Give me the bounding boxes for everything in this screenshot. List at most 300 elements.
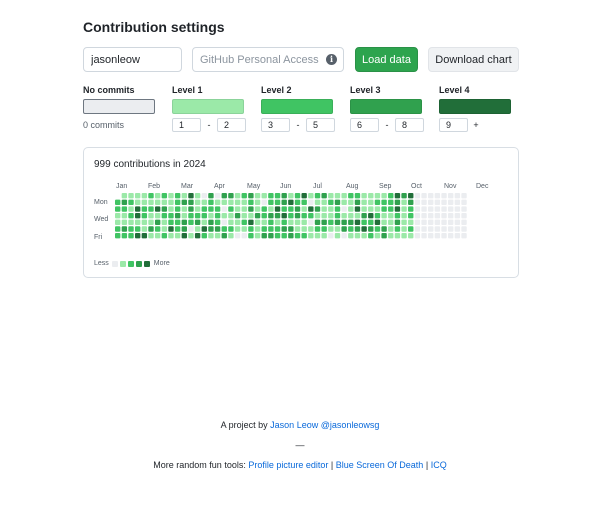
month-label: May bbox=[247, 183, 261, 190]
day-cell bbox=[148, 206, 153, 211]
month-label: Oct bbox=[411, 183, 422, 190]
day-cell bbox=[435, 220, 440, 225]
day-cell bbox=[328, 200, 333, 205]
month-label: Aug bbox=[346, 183, 359, 190]
level-4-min-input[interactable]: 9 bbox=[439, 118, 468, 132]
day-cell bbox=[115, 206, 120, 211]
day-cell bbox=[328, 226, 333, 231]
day-cell bbox=[415, 206, 420, 211]
day-cell bbox=[262, 213, 267, 218]
day-cell bbox=[368, 220, 373, 225]
day-cell bbox=[428, 233, 433, 238]
day-cell bbox=[228, 233, 233, 238]
day-cell bbox=[282, 193, 287, 198]
color-swatch-no-commits[interactable] bbox=[83, 99, 155, 114]
day-cell bbox=[148, 200, 153, 205]
day-cell bbox=[282, 220, 287, 225]
day-cell bbox=[182, 233, 187, 238]
day-cell bbox=[195, 220, 200, 225]
day-cell bbox=[361, 226, 366, 231]
day-cell bbox=[148, 220, 153, 225]
day-cell bbox=[335, 193, 340, 198]
day-cell bbox=[142, 233, 147, 238]
day-cell bbox=[441, 233, 446, 238]
level-2-min-input[interactable]: 3 bbox=[261, 118, 290, 132]
day-cell bbox=[168, 213, 173, 218]
legend-swatch-1 bbox=[120, 261, 126, 267]
day-cell bbox=[282, 206, 287, 211]
day-cell bbox=[262, 220, 267, 225]
day-cell bbox=[142, 213, 147, 218]
day-cell bbox=[268, 233, 273, 238]
legend-swatch-4 bbox=[144, 261, 150, 267]
day-cell bbox=[295, 213, 300, 218]
day-cell bbox=[321, 226, 326, 231]
day-label-fri: Fri bbox=[94, 234, 103, 241]
day-cell bbox=[388, 220, 393, 225]
day-cell bbox=[135, 226, 140, 231]
day-cell bbox=[282, 213, 287, 218]
day-cell bbox=[381, 220, 386, 225]
day-cell bbox=[388, 233, 393, 238]
day-cell bbox=[202, 226, 207, 231]
day-cell bbox=[248, 206, 253, 211]
day-cell bbox=[315, 206, 320, 211]
day-cell bbox=[122, 193, 127, 198]
day-cell bbox=[148, 193, 153, 198]
day-cell bbox=[301, 213, 306, 218]
day-cell bbox=[288, 220, 293, 225]
day-cell bbox=[395, 206, 400, 211]
day-cell bbox=[315, 200, 320, 205]
day-cell bbox=[388, 200, 393, 205]
day-cell bbox=[282, 200, 287, 205]
day-cell bbox=[235, 206, 240, 211]
day-cell bbox=[315, 233, 320, 238]
day-cell bbox=[295, 193, 300, 198]
day-cell bbox=[435, 206, 440, 211]
day-cell bbox=[368, 233, 373, 238]
day-cell bbox=[115, 233, 120, 238]
day-cell bbox=[135, 213, 140, 218]
day-cell bbox=[348, 206, 353, 211]
day-cell bbox=[162, 233, 167, 238]
month-label: Jan bbox=[116, 183, 128, 190]
day-cell bbox=[421, 200, 426, 205]
month-label: Jun bbox=[280, 183, 292, 190]
day-cell bbox=[361, 206, 366, 211]
day-cell bbox=[135, 220, 140, 225]
day-cell bbox=[341, 206, 346, 211]
contribution-graph-card bbox=[83, 147, 519, 278]
day-cell bbox=[421, 213, 426, 218]
day-cell bbox=[395, 220, 400, 225]
day-cell bbox=[235, 226, 240, 231]
day-cell bbox=[341, 200, 346, 205]
day-cell bbox=[301, 193, 306, 198]
day-cell bbox=[321, 220, 326, 225]
blue-screen-of-death-link[interactable]: Blue Screen Of Death bbox=[335, 460, 424, 470]
day-cell bbox=[248, 233, 253, 238]
day-cell bbox=[375, 193, 380, 198]
day-cell bbox=[448, 233, 453, 238]
day-cell bbox=[348, 200, 353, 205]
day-cell bbox=[255, 213, 260, 218]
day-cell bbox=[288, 200, 293, 205]
month-label: Jul bbox=[313, 183, 322, 190]
color-swatch-level-3[interactable] bbox=[350, 99, 422, 114]
day-cell bbox=[408, 206, 413, 211]
day-cell bbox=[175, 226, 180, 231]
day-cell bbox=[262, 200, 267, 205]
day-cell bbox=[335, 206, 340, 211]
day-cell bbox=[235, 233, 240, 238]
day-cell bbox=[275, 226, 280, 231]
day-cell bbox=[235, 193, 240, 198]
day-cell bbox=[122, 200, 127, 205]
day-cell bbox=[222, 193, 227, 198]
day-cell bbox=[275, 213, 280, 218]
day-cell bbox=[388, 193, 393, 198]
day-cell bbox=[168, 233, 173, 238]
day-cell bbox=[195, 206, 200, 211]
day-cell bbox=[435, 233, 440, 238]
day-cell bbox=[441, 226, 446, 231]
day-cell bbox=[401, 200, 406, 205]
day-cell bbox=[208, 200, 213, 205]
day-cell bbox=[262, 233, 267, 238]
day-cell bbox=[355, 200, 360, 205]
day-cell bbox=[188, 233, 193, 238]
author-link[interactable]: Jason Leow @jasonleowsg bbox=[270, 420, 380, 430]
day-cell bbox=[395, 213, 400, 218]
level-1-max-input[interactable]: 2 bbox=[217, 118, 246, 132]
level-4 bbox=[439, 84, 511, 132]
day-cell bbox=[415, 226, 420, 231]
day-cell bbox=[155, 206, 160, 211]
day-cell bbox=[408, 226, 413, 231]
day-cell bbox=[355, 206, 360, 211]
day-cell bbox=[401, 193, 406, 198]
day-cell bbox=[421, 226, 426, 231]
day-cell bbox=[461, 233, 466, 238]
day-cell bbox=[128, 206, 133, 211]
tools-prefix: More random fun tools: bbox=[153, 460, 246, 470]
day-cell bbox=[395, 226, 400, 231]
day-cell bbox=[155, 193, 160, 198]
day-cell bbox=[288, 193, 293, 198]
day-cell bbox=[208, 220, 213, 225]
day-cell bbox=[242, 226, 247, 231]
day-cell bbox=[308, 193, 313, 198]
day-cell bbox=[375, 213, 380, 218]
day-cell bbox=[115, 220, 120, 225]
day-cell bbox=[155, 213, 160, 218]
day-cell bbox=[341, 220, 346, 225]
day-cell bbox=[235, 213, 240, 218]
day-cell bbox=[215, 226, 220, 231]
credit-prefix: A project by bbox=[220, 420, 268, 430]
day-cell bbox=[215, 206, 220, 211]
day-cell bbox=[228, 226, 233, 231]
day-cell bbox=[308, 220, 313, 225]
day-cell bbox=[441, 213, 446, 218]
day-cell bbox=[122, 233, 127, 238]
month-label: Mar bbox=[181, 183, 194, 190]
legend-more: More bbox=[153, 260, 170, 267]
day-cell bbox=[448, 206, 453, 211]
day-cell bbox=[401, 220, 406, 225]
day-cell bbox=[335, 220, 340, 225]
month-label: Apr bbox=[214, 183, 225, 190]
day-cell bbox=[348, 233, 353, 238]
day-cell bbox=[202, 213, 207, 218]
day-cell bbox=[321, 200, 326, 205]
day-cell bbox=[275, 233, 280, 238]
day-cell bbox=[308, 213, 313, 218]
day-cell bbox=[215, 213, 220, 218]
day-cell bbox=[222, 226, 227, 231]
day-cell bbox=[368, 193, 373, 198]
day-cell bbox=[408, 233, 413, 238]
day-cell bbox=[162, 220, 167, 225]
info-icon[interactable]: i bbox=[326, 54, 337, 65]
day-cell bbox=[215, 200, 220, 205]
day-cell bbox=[135, 193, 140, 198]
day-cell bbox=[428, 193, 433, 198]
day-cell bbox=[335, 233, 340, 238]
day-cell bbox=[301, 220, 306, 225]
day-cell bbox=[222, 213, 227, 218]
day-cell bbox=[308, 226, 313, 231]
day-cell bbox=[148, 226, 153, 231]
color-swatch-level-4[interactable] bbox=[439, 99, 511, 114]
day-cell bbox=[361, 193, 366, 198]
day-cell bbox=[401, 233, 406, 238]
day-label-mon: Mon bbox=[94, 199, 108, 206]
day-cell bbox=[195, 200, 200, 205]
day-cell bbox=[222, 220, 227, 225]
day-cell bbox=[381, 226, 386, 231]
day-cell bbox=[428, 206, 433, 211]
level-1-min-input[interactable]: 1 bbox=[172, 118, 201, 132]
icq-link[interactable]: ICQ bbox=[430, 460, 447, 470]
day-cell bbox=[162, 193, 167, 198]
day-cell bbox=[315, 193, 320, 198]
day-cell bbox=[182, 206, 187, 211]
day-cell bbox=[308, 206, 313, 211]
day-cell bbox=[175, 213, 180, 218]
day-cell bbox=[268, 206, 273, 211]
day-cell bbox=[401, 226, 406, 231]
day-cell bbox=[222, 233, 227, 238]
level-3-max-input[interactable]: 8 bbox=[395, 118, 424, 132]
day-cell bbox=[128, 213, 133, 218]
day-cell bbox=[122, 220, 127, 225]
day-cell bbox=[361, 233, 366, 238]
day-cell bbox=[355, 193, 360, 198]
level-1 bbox=[172, 84, 246, 132]
day-cell bbox=[321, 193, 326, 198]
day-cell bbox=[288, 206, 293, 211]
day-cell bbox=[335, 226, 340, 231]
day-cell bbox=[155, 226, 160, 231]
day-cell bbox=[235, 220, 240, 225]
day-cell bbox=[135, 233, 140, 238]
day-cell bbox=[435, 213, 440, 218]
day-cell bbox=[408, 200, 413, 205]
day-cell bbox=[361, 213, 366, 218]
day-cell bbox=[142, 206, 147, 211]
day-cell bbox=[341, 226, 346, 231]
day-cell bbox=[328, 233, 333, 238]
day-cell bbox=[455, 213, 460, 218]
day-cell bbox=[188, 226, 193, 231]
day-cell bbox=[208, 226, 213, 231]
day-cell bbox=[188, 200, 193, 205]
day-cell bbox=[182, 200, 187, 205]
download-chart-button[interactable]: Download chart bbox=[428, 47, 519, 72]
day-cell bbox=[381, 206, 386, 211]
day-cell bbox=[388, 213, 393, 218]
day-cell bbox=[461, 206, 466, 211]
legend bbox=[94, 260, 170, 267]
day-cell bbox=[315, 220, 320, 225]
day-cell bbox=[381, 213, 386, 218]
day-cell bbox=[122, 206, 127, 211]
profile-picture-editor-link[interactable]: Profile picture editor bbox=[248, 460, 329, 470]
range-separator: - bbox=[385, 120, 389, 130]
day-cell bbox=[262, 206, 267, 211]
day-cell bbox=[255, 220, 260, 225]
day-cell bbox=[355, 233, 360, 238]
day-cell bbox=[435, 226, 440, 231]
day-cell bbox=[282, 226, 287, 231]
day-cell bbox=[128, 233, 133, 238]
day-cell bbox=[428, 200, 433, 205]
level-label: Level 1 bbox=[172, 85, 203, 95]
day-cell bbox=[255, 226, 260, 231]
username-input[interactable] bbox=[83, 47, 182, 72]
day-cell bbox=[248, 200, 253, 205]
color-swatch-level-1[interactable] bbox=[172, 99, 244, 114]
level-no-commits bbox=[83, 84, 155, 130]
day-cell bbox=[168, 200, 173, 205]
day-cell bbox=[195, 226, 200, 231]
day-cell bbox=[202, 220, 207, 225]
range-separator: - bbox=[207, 120, 211, 130]
day-cell bbox=[435, 193, 440, 198]
level-2-max-input[interactable]: 5 bbox=[306, 118, 335, 132]
day-cell bbox=[375, 220, 380, 225]
day-cell bbox=[301, 200, 306, 205]
credit-line bbox=[0, 420, 600, 430]
day-cell bbox=[162, 206, 167, 211]
day-cell bbox=[328, 213, 333, 218]
day-cell bbox=[335, 213, 340, 218]
day-cell bbox=[381, 200, 386, 205]
day-cell bbox=[222, 200, 227, 205]
day-cell bbox=[148, 233, 153, 238]
day-cell bbox=[415, 220, 420, 225]
day-cell bbox=[208, 213, 213, 218]
day-cell bbox=[348, 226, 353, 231]
day-cell bbox=[448, 226, 453, 231]
day-cell bbox=[182, 220, 187, 225]
day-cell bbox=[202, 200, 207, 205]
day-cell bbox=[415, 233, 420, 238]
link-separator: | bbox=[425, 460, 429, 470]
day-cell bbox=[401, 206, 406, 211]
day-cell bbox=[242, 220, 247, 225]
day-cell bbox=[115, 226, 120, 231]
tools-line bbox=[0, 460, 600, 470]
day-cell bbox=[242, 200, 247, 205]
day-cell bbox=[368, 226, 373, 231]
day-cell bbox=[408, 213, 413, 218]
day-cell bbox=[202, 193, 207, 198]
page-title: Contribution settings bbox=[83, 19, 225, 35]
day-cell bbox=[408, 193, 413, 198]
footer-divider: — bbox=[295, 440, 305, 450]
day-cell bbox=[341, 213, 346, 218]
color-swatch-level-2[interactable] bbox=[261, 99, 333, 114]
day-cell bbox=[142, 220, 147, 225]
day-cell bbox=[162, 213, 167, 218]
token-input[interactable] bbox=[192, 47, 344, 72]
day-cell bbox=[368, 206, 373, 211]
month-label: Nov bbox=[444, 183, 457, 190]
day-cell bbox=[328, 220, 333, 225]
day-cell bbox=[461, 220, 466, 225]
day-cell bbox=[455, 220, 460, 225]
load-data-button[interactable]: Load data bbox=[355, 47, 418, 72]
day-cell bbox=[455, 233, 460, 238]
day-cell bbox=[155, 233, 160, 238]
day-cell bbox=[228, 193, 233, 198]
day-cell bbox=[175, 220, 180, 225]
day-cell bbox=[208, 206, 213, 211]
day-cell bbox=[455, 193, 460, 198]
day-cell bbox=[128, 200, 133, 205]
day-cell bbox=[188, 206, 193, 211]
range-plus: + bbox=[473, 120, 479, 130]
level-3-min-input[interactable]: 6 bbox=[350, 118, 379, 132]
day-cell bbox=[381, 233, 386, 238]
day-cell bbox=[295, 200, 300, 205]
day-cell bbox=[268, 226, 273, 231]
day-cell bbox=[308, 233, 313, 238]
day-cell bbox=[255, 200, 260, 205]
day-cell bbox=[441, 193, 446, 198]
day-cell bbox=[122, 213, 127, 218]
level-label: Level 3 bbox=[350, 85, 381, 95]
day-cell bbox=[182, 193, 187, 198]
day-cell bbox=[268, 200, 273, 205]
day-cell bbox=[135, 200, 140, 205]
legend-swatch-2 bbox=[128, 261, 134, 267]
day-cell bbox=[328, 206, 333, 211]
day-cell bbox=[448, 220, 453, 225]
level-2 bbox=[261, 84, 335, 132]
day-cell bbox=[128, 193, 133, 198]
day-cell bbox=[368, 200, 373, 205]
day-cell bbox=[175, 233, 180, 238]
day-cell bbox=[415, 193, 420, 198]
day-cell bbox=[295, 226, 300, 231]
day-cell bbox=[182, 213, 187, 218]
day-cell bbox=[295, 206, 300, 211]
